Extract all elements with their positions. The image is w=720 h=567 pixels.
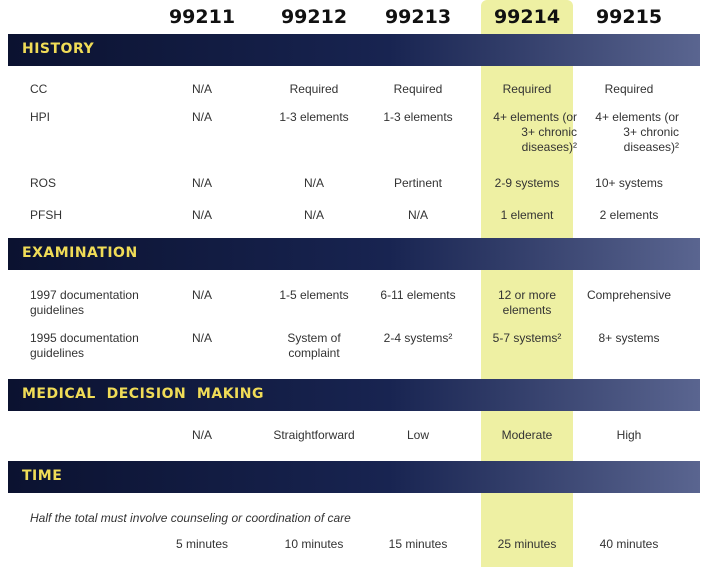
cell-pfsh-99212: N/A: [303, 208, 324, 222]
code-header-99215: 99215: [595, 6, 663, 28]
cell-ros-99212: N/A: [303, 176, 324, 190]
cell-time-99213: 15 minutes: [388, 537, 448, 551]
cell-1995-99211: N/A: [191, 331, 212, 345]
cell-mdm-99215: High: [616, 428, 642, 442]
cell-1995-99214: 5-7 systems²: [492, 331, 562, 345]
time-note: Half the total must involve counseling or coordination of care: [30, 511, 351, 525]
cell-hpi-99215: 4+ elements (or 3+ chronic diseases)²: [595, 110, 679, 154]
cell-1997-99211: N/A: [191, 288, 212, 302]
section-title-history: HISTORY: [22, 41, 95, 57]
code-header-99213: 99213: [384, 6, 452, 28]
cell-cc-99212: Required: [289, 82, 339, 96]
row-label-pfsh: PFSH: [30, 208, 63, 222]
cell-1995-99212: System of complaint: [287, 331, 341, 360]
cell-time-99214: 25 minutes: [497, 537, 557, 551]
row-label-1995-guidelines: 1995 documentation guidelines: [30, 331, 139, 360]
cell-ros-99213: Pertinent: [393, 176, 443, 190]
cell-pfsh-99213: N/A: [407, 208, 428, 222]
cell-mdm-99214: Moderate: [501, 428, 553, 442]
row-label-cc: CC: [30, 82, 48, 96]
cell-hpi-99211: N/A: [191, 110, 212, 124]
cell-hpi-99213: 1-3 elements: [383, 110, 453, 124]
section-band-mdm: [8, 379, 700, 411]
cell-time-99215: 40 minutes: [599, 537, 659, 551]
section-title-examination: EXAMINATION: [22, 245, 138, 261]
cell-mdm-99211: N/A: [191, 428, 212, 442]
cell-cc-99214: Required: [502, 82, 552, 96]
cell-pfsh-99211: N/A: [191, 208, 212, 222]
section-band-history: [8, 34, 700, 66]
cell-cc-99213: Required: [393, 82, 443, 96]
code-header-99214: 99214: [493, 6, 561, 28]
code-header-99212: 99212: [280, 6, 348, 28]
section-band-examination: [8, 238, 700, 270]
cell-pfsh-99215: 2 elements: [599, 208, 659, 222]
cell-1997-99212: 1-5 elements: [279, 288, 349, 302]
cell-ros-99214: 2-9 systems: [494, 176, 560, 190]
cell-cc-99211: N/A: [191, 82, 212, 96]
cell-hpi-99212: 1-3 elements: [279, 110, 349, 124]
cell-cc-99215: Required: [604, 82, 654, 96]
cell-time-99211: 5 minutes: [175, 537, 229, 551]
cell-time-99212: 10 minutes: [284, 537, 344, 551]
code-header-99211: 99211: [168, 6, 236, 28]
cell-ros-99215: 10+ systems: [595, 176, 663, 190]
cell-1997-99215: Comprehensive: [586, 288, 672, 302]
row-label-ros: ROS: [30, 176, 57, 190]
cell-1997-99213: 6-11 elements: [380, 288, 456, 302]
cell-mdm-99212: Straightforward: [273, 428, 355, 442]
cell-1995-99215: 8+ systems: [598, 331, 660, 345]
cell-pfsh-99214: 1 element: [500, 208, 554, 222]
section-title-mdm: MEDICAL DECISION MAKING: [22, 386, 264, 402]
cell-hpi-99214: 4+ elements (or 3+ chronic diseases)²: [493, 110, 577, 154]
section-title-time: TIME: [22, 468, 63, 484]
row-label-1997-guidelines: 1997 documentation guidelines: [30, 288, 139, 317]
cell-ros-99211: N/A: [191, 176, 212, 190]
cell-mdm-99213: Low: [406, 428, 429, 442]
row-label-hpi: HPI: [30, 110, 51, 124]
section-band-time: [8, 461, 700, 493]
cell-1995-99213: 2-4 systems²: [383, 331, 453, 345]
cell-1997-99214: 12 or more elements: [497, 288, 557, 317]
